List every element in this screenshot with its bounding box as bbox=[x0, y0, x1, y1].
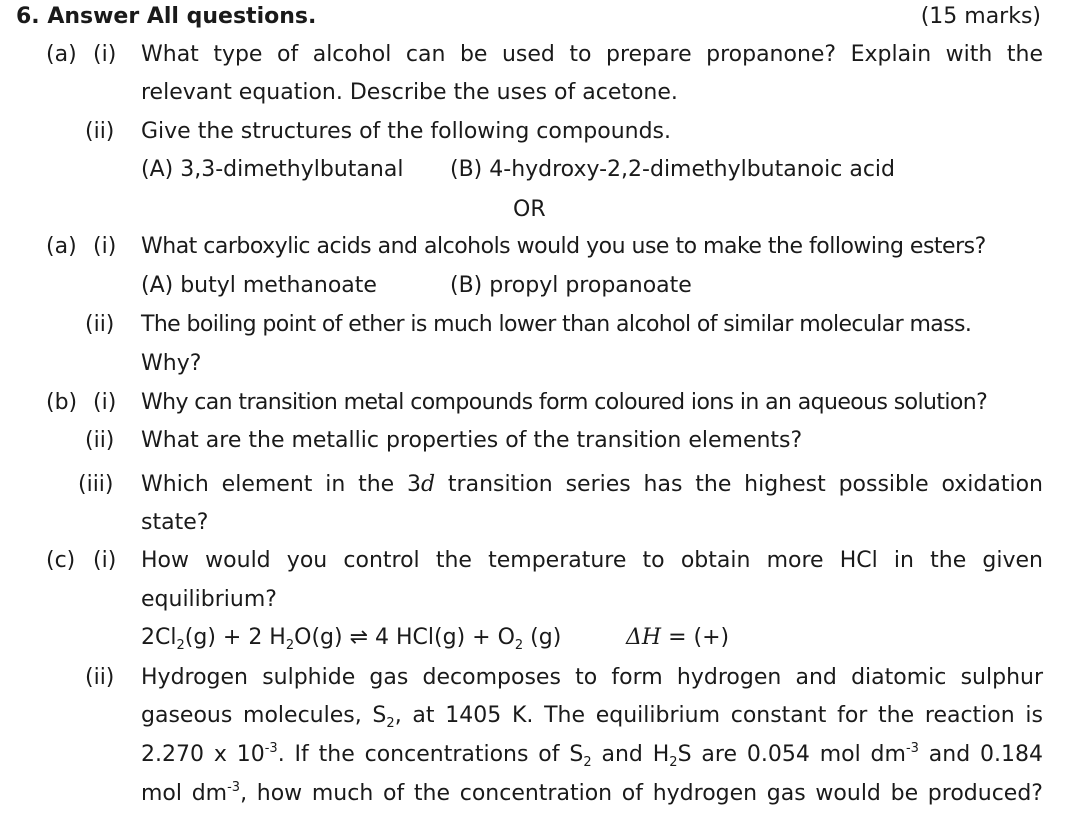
question-text: What carboxylic acids and alcohols would you use to make the following esters? bbox=[141, 234, 986, 259]
sub-i-label: (i) bbox=[93, 234, 117, 259]
compound-b: (B) 4-hydroxy-2,2-dimethylbutanoic acid bbox=[450, 157, 895, 182]
question-text: equilibrium? bbox=[141, 587, 277, 612]
part-a-label: (a) bbox=[46, 42, 77, 67]
question-text: Why can transition metal compounds form coloured ions in an aqueous solution? bbox=[141, 390, 988, 415]
sub-i-label: (i) bbox=[93, 42, 117, 67]
sub-ii-label: (ii) bbox=[85, 119, 115, 144]
ester-a: (A) butyl methanoate bbox=[141, 273, 377, 298]
question-text: The boiling point of ether is much lower than alcohol of similar molecular mass. bbox=[141, 312, 972, 337]
question-text: How would you control the temperature to obtain more HCl in the given bbox=[141, 548, 1043, 573]
ester-b: (B) propyl propanoate bbox=[450, 273, 692, 298]
or-divider: OR bbox=[513, 197, 546, 222]
marks-label: (15 marks) bbox=[920, 4, 1041, 29]
sub-i-label: (i) bbox=[93, 548, 117, 573]
part-c-label: (c) bbox=[46, 548, 76, 573]
sub-iii-label: (iii) bbox=[78, 472, 114, 497]
question-text: gaseous molecules, $S_2$, at 1405 K. The equilibrium constant for the reaction is bbox=[141, 703, 1043, 731]
sub-i-label: (i) bbox=[93, 390, 117, 415]
question-text: relevant equation. Describe the uses of acetone. bbox=[141, 80, 678, 105]
question-text: 2.270 x $10^{-3}$. If the concentrations of $S_2$ and $H_2S$ are 0.054 mol $dm^{-3}$ and 0.184 bbox=[141, 741, 1044, 770]
question-text: mol $dm^{-3}$, how much of the concentration of hydrogen gas would be produced? bbox=[141, 780, 1043, 806]
question-heading: 6. Answer All questions. bbox=[16, 4, 317, 29]
part-b-label: (b) bbox=[46, 390, 78, 415]
compound-a: (A) 3,3-dimethylbutanal bbox=[141, 157, 404, 182]
equilibrium-equation: $2Cl_2(g) + 2$ $H_2O(g)$ ⇌ 4 $HCl(g) + O_2$ (g) bbox=[141, 625, 562, 653]
question-text: Hydrogen sulphide gas decomposes to form hydrogen and diatomic sulphur bbox=[141, 665, 1043, 690]
question-text: What type of alcohol can be used to prepare propanone? Explain with the bbox=[141, 42, 1043, 67]
question-text: Give the structures of the following compounds. bbox=[141, 119, 672, 144]
enthalpy-change: ΔH = (+) bbox=[626, 625, 730, 650]
question-text: Why? bbox=[141, 351, 202, 376]
sub-ii-label: (ii) bbox=[85, 312, 115, 337]
sub-ii-label: (ii) bbox=[85, 665, 115, 690]
question-text: Which element in the 3d transition series has the highest possible oxidation bbox=[141, 472, 1043, 497]
part-a-label: (a) bbox=[46, 234, 77, 259]
question-text: What are the metallic properties of the transition elements? bbox=[141, 428, 803, 453]
sub-ii-label: (ii) bbox=[85, 428, 115, 453]
question-text: state? bbox=[141, 510, 209, 535]
